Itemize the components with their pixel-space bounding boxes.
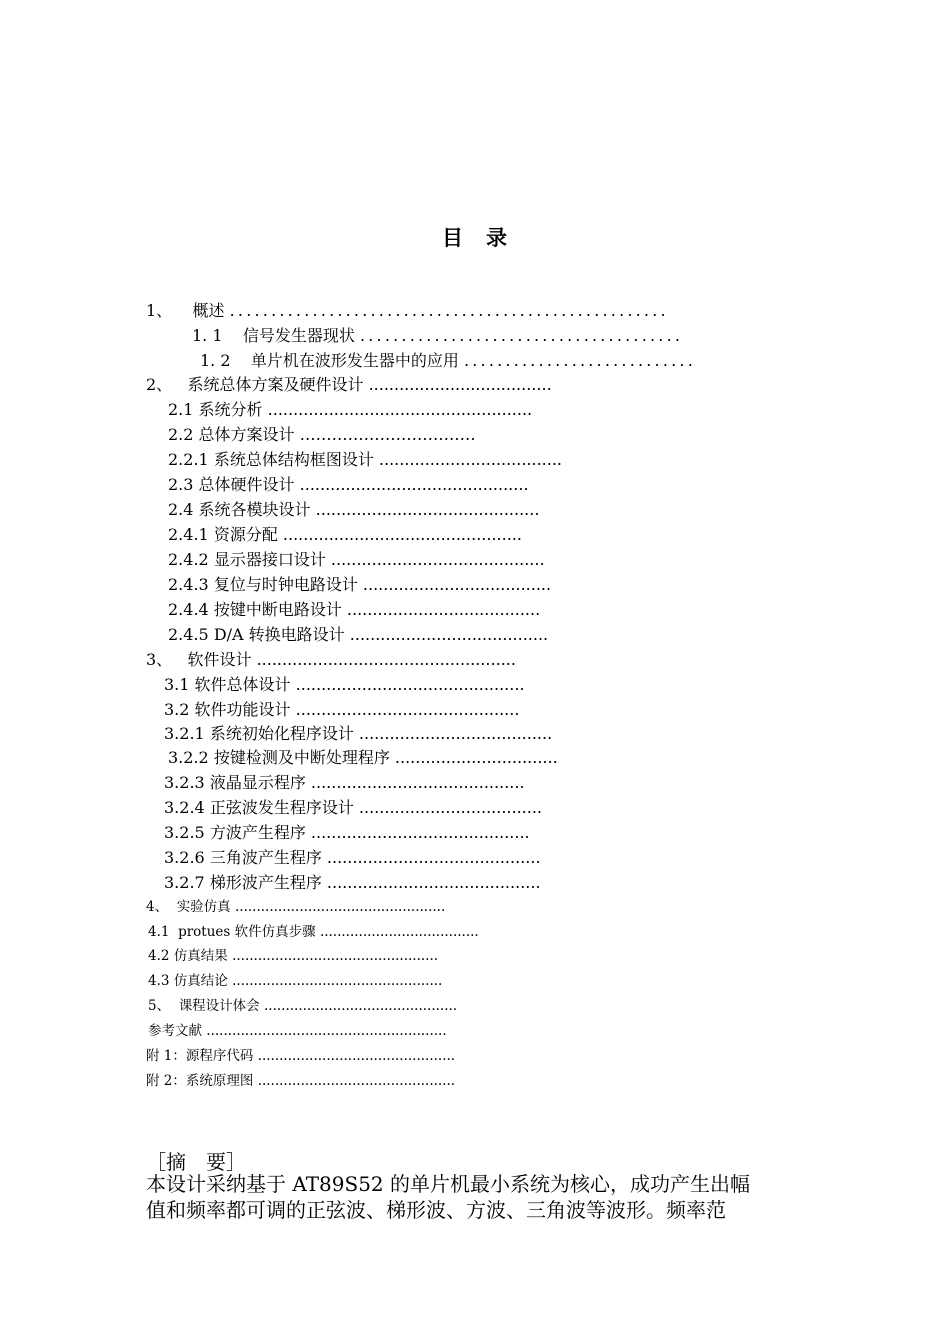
toc-entry[interactable] xyxy=(168,427,476,443)
toc-number: 2.2.1 xyxy=(168,450,209,469)
toc-number: 1、 xyxy=(146,301,173,320)
toc-title: 信号发生器现状 xyxy=(242,326,355,345)
toc-number: 4.2 xyxy=(148,948,170,964)
toc-leader: .......................................... xyxy=(326,873,541,892)
toc-leader: ..................................... xyxy=(319,924,479,940)
toc-entry[interactable] xyxy=(146,1075,455,1089)
toc-leader: .................................... xyxy=(358,798,543,817)
toc-entry[interactable] xyxy=(164,875,541,891)
toc-title: 系统总体结构框图设计 xyxy=(213,450,374,469)
toc-title: 总体硬件设计 xyxy=(198,475,295,494)
toc-entry[interactable] xyxy=(164,702,519,718)
toc-number: 3、 xyxy=(146,650,173,669)
toc-number: 2.4 xyxy=(168,500,194,519)
toc-leader: .......................................... xyxy=(310,773,525,792)
toc-title: 资源分配 xyxy=(213,525,278,544)
toc-title: 方波产生程序 xyxy=(209,823,306,842)
toc-title: 梯形波产生程序 xyxy=(209,873,322,892)
toc-leader: ................................................. xyxy=(232,973,443,989)
abstract-body xyxy=(146,1171,806,1223)
toc-entry[interactable] xyxy=(148,950,438,964)
toc-number: 2.4.3 xyxy=(168,575,209,594)
toc-entry[interactable] xyxy=(168,602,540,618)
toc-entry[interactable] xyxy=(146,303,669,319)
toc-leader: ................................................ xyxy=(232,948,439,964)
toc-title: 液晶显示程序 xyxy=(209,773,306,792)
toc-number: 2.2 xyxy=(168,425,194,444)
toc-title: 源程序代码 xyxy=(185,1048,254,1064)
toc-entry[interactable] xyxy=(168,750,558,766)
toc-leader: ........................................................ xyxy=(206,1023,447,1039)
toc-entry[interactable] xyxy=(192,328,683,344)
toc-leader: ..................................... xyxy=(362,575,552,594)
toc-number: 4、 xyxy=(146,899,169,915)
toc-entry[interactable] xyxy=(164,677,525,693)
toc-leader: .............................................. xyxy=(257,1048,456,1064)
toc-number: 3.2.1 xyxy=(164,724,205,743)
toc-entry[interactable] xyxy=(164,825,530,841)
toc-leader: ............................................... xyxy=(282,525,522,544)
toc-title: 仿真结果 xyxy=(173,948,228,964)
toc-leader: .......................................... xyxy=(330,550,545,569)
toc-title: protues 软件仿真步骤 xyxy=(178,924,316,940)
toc-title: 仿真结论 xyxy=(173,973,228,989)
abstract-line: 本设计采纳基于 AT89S52 的单片机最小系统为核心，成功产生出幅 xyxy=(146,1172,751,1196)
toc-number: 3.2.6 xyxy=(164,848,205,867)
toc-entry[interactable] xyxy=(148,975,442,989)
toc-number: 2.4.1 xyxy=(168,525,209,544)
toc-title: 软件功能设计 xyxy=(194,700,291,719)
toc-leader: ............................................. xyxy=(299,475,529,494)
toc-number: 3.2 xyxy=(164,700,190,719)
toc-entry[interactable] xyxy=(168,502,539,518)
toc-number: 5、 xyxy=(148,998,171,1014)
toc-leader: ............................................ xyxy=(295,700,520,719)
toc-entry[interactable] xyxy=(148,926,479,940)
toc-number: 3.1 xyxy=(164,675,190,694)
toc-entry[interactable] xyxy=(164,726,552,742)
toc-number: 2.4.2 xyxy=(168,550,209,569)
toc-number: 3.2.2 xyxy=(168,748,209,767)
toc-title: 参考文献 xyxy=(148,1023,202,1039)
toc-entry[interactable] xyxy=(164,850,541,866)
toc-leader: .......................................... xyxy=(326,848,541,867)
toc-leader: ....................................... xyxy=(359,326,684,345)
toc-entry[interactable] xyxy=(168,552,545,568)
page-title: 目 录 xyxy=(442,225,508,250)
toc-title: 概述 xyxy=(192,301,225,320)
toc-leader: ................................ xyxy=(394,748,558,767)
toc-title: 软件设计 xyxy=(187,650,252,669)
abstract-line: 值和频率都可调的正弦波、梯形波、方波、三角波等波形。频率范 xyxy=(146,1198,726,1222)
toc-title: 按键检测及中断处理程序 xyxy=(213,748,390,767)
toc-number: 2.4.4 xyxy=(168,600,209,619)
toc-number: 3.2.4 xyxy=(164,798,205,817)
toc-number: 2.1 xyxy=(168,400,194,419)
toc-entry[interactable] xyxy=(148,1000,457,1014)
toc-number: 1. 1 xyxy=(192,326,223,345)
toc-leader: .................................... xyxy=(378,450,563,469)
toc-leader: .................................................... xyxy=(267,400,533,419)
toc-title: 总体方案设计 xyxy=(198,425,295,444)
toc-title: 三角波产生程序 xyxy=(209,848,322,867)
toc-entry[interactable] xyxy=(168,527,522,543)
toc-leader: ..................................................... xyxy=(229,301,669,320)
toc-title: 显示器接口设计 xyxy=(213,550,326,569)
toc-leader: ...................................... xyxy=(358,724,553,743)
toc-entry[interactable] xyxy=(168,452,562,468)
toc-number: 附 1： xyxy=(146,1048,186,1064)
toc-title: D/A 转换电路设计 xyxy=(213,625,345,644)
toc-entry[interactable] xyxy=(146,1050,455,1064)
toc-number: 3.2.7 xyxy=(164,873,205,892)
toc-number: 3.2.3 xyxy=(164,773,205,792)
toc-title: 系统各模块设计 xyxy=(198,500,311,519)
toc-title: 课程设计体会 xyxy=(178,998,260,1014)
toc-title: 系统分析 xyxy=(198,400,263,419)
toc-number: 4.1 xyxy=(148,924,170,940)
toc-entry[interactable] xyxy=(168,402,532,418)
toc-leader: ............................................. xyxy=(295,675,525,694)
toc-leader: ...................................... xyxy=(346,600,541,619)
toc-leader: ....................................... xyxy=(349,625,549,644)
toc-leader: .............................................. xyxy=(257,1073,456,1089)
toc-title: 系统初始化程序设计 xyxy=(209,724,354,743)
toc-title: 实验仿真 xyxy=(176,899,231,915)
toc-leader: ................................................... xyxy=(256,650,516,669)
toc-leader: ............................ xyxy=(463,351,696,370)
toc-number: 附 2： xyxy=(146,1073,186,1089)
toc-number: 1. 2 xyxy=(200,351,231,370)
toc-entry[interactable] xyxy=(146,377,552,393)
toc-title: 复位与时钟电路设计 xyxy=(213,575,358,594)
toc-entry[interactable] xyxy=(148,1025,447,1039)
toc-number: 2.3 xyxy=(168,475,194,494)
toc-title: 系统总体方案及硬件设计 xyxy=(187,375,364,394)
toc-title: 系统原理图 xyxy=(185,1073,254,1089)
abstract-heading: ［摘 要］ xyxy=(146,1150,246,1174)
toc-entry[interactable] xyxy=(168,577,551,593)
toc-entry[interactable] xyxy=(146,652,516,668)
toc-entry[interactable] xyxy=(168,627,548,643)
toc-title: 正弦波发生程序设计 xyxy=(209,798,354,817)
toc-number: 2、 xyxy=(146,375,173,394)
toc-title: 按键中断电路设计 xyxy=(213,600,342,619)
toc-leader: ............................................ xyxy=(315,500,540,519)
toc-number: 4.3 xyxy=(148,973,170,989)
toc-leader: ........................................... xyxy=(310,823,530,842)
toc-entry[interactable] xyxy=(168,477,529,493)
toc-leader: ................................................. xyxy=(234,899,446,915)
toc-entry[interactable] xyxy=(164,775,525,791)
toc-number: 2.4.5 xyxy=(168,625,209,644)
toc-entry[interactable] xyxy=(146,901,445,915)
toc-entry[interactable] xyxy=(200,353,696,369)
toc-leader: .................................... xyxy=(368,375,552,394)
toc-leader: …………………………… xyxy=(299,425,476,444)
toc-leader: ............................................. xyxy=(263,998,458,1014)
toc-entry[interactable] xyxy=(164,800,542,816)
toc-title: 单片机在波形发生器中的应用 xyxy=(250,351,459,370)
toc-number: 3.2.5 xyxy=(164,823,205,842)
toc-title: 软件总体设计 xyxy=(194,675,291,694)
